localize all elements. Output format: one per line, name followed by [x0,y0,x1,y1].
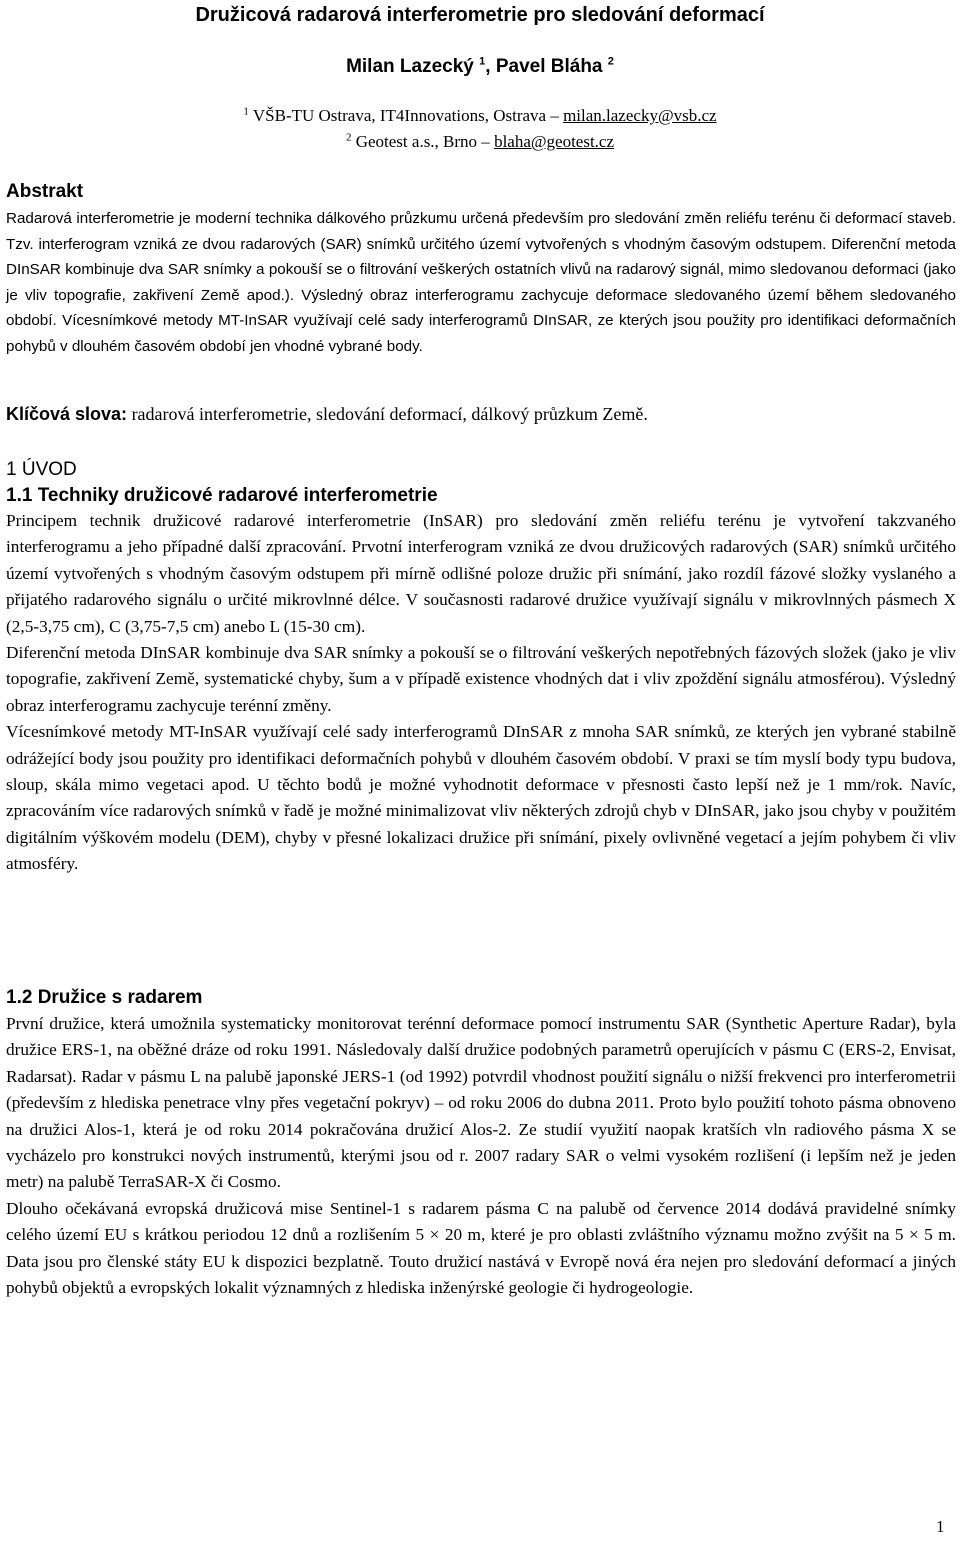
section-1-2-text: První družice, která umožnila systematicky monitorovat terénní deformace pomocí instrumentu SAR (Synthetic Aperture Radar), byla družice ERS-1, na oběžné dráze od roku 1991. Následovaly další družice podobných parametrů operujících v pásmu C (ERS-2, Envisat, Radarsat). Radar v pásmu L na palubě japonské JERS-1 (od 1992) potvrdil vhodnost použití signálu o nižší frekvenci pro interferometrii (především z hlediska penetrace vlny přes vegetační pokryv) – od roku 2006 do dubna 2011. Proto bylo použití tohoto pásma obnoveno na družici Alos-1, která je od roku 2014 pokračována družicí Alos-2. Ze studií využití naopak kratších vln radiového pásma X se vycházelo pro konstrukci nových instrumentů, kterými jsou od r. 2007 radary SAR o velmi vysokém rozlišení (i lepším než je jeden metr) na palubě TerraSAR-X či Cosmo. Dlouho očekávaná evropská družicová mise Sentinel-1 s radarem pásma C na palubě od července 2014 dodává pravidelné snímky celého území EU s krátkou periodou 12 dnů a rozlišením 5 × 20 m, které je pro oblasti zvláštního významu možno zvýšit na 5 × 5 m. Data jsou pro členské státy EU k dispozici bezplatně. Touto družicí nastává v Evropě nová éra nejen pro sledování deformací a jiných pohybů objektů a evropských lokalit významných z hlediska inženýrské geologie či hydrogeologie. [6,1014,956,1298]
affiliation-line [0,132,960,152]
email-link[interactable]: milan.lazecky@vsb.cz [563,106,717,125]
affiliation-text: VŠB-TU Ostrava, IT4Innovations, Ostrava – [252,106,559,125]
affiliation-line [0,106,960,126]
affiliation-mark: 2 [345,131,352,144]
section-heading-1-2: 1.2 Družice s radarem [6,987,203,1008]
email-link[interactable]: blaha@geotest.cz [494,132,615,151]
section-1-1-text: Principem technik družicové radarové interferometrie (InSAR) pro sledování změn reliéfu terénu je vytvoření takzvaného interferogramu a jeho případné další zpracování. Prvotní interferogram vzniká ze dvou družicových radarových (SAR) snímků určitého území vytvořených s vhodným časovým odstupem při mírně odlišné poloze družic při snímání, jako rozdíl fázové složky vyslaného a přijatého radarového signálu o určité mikrovlnné délce. V současnosti radarové družice využívají signálu v mikrovlnných pásmech X (2,5-3,75 cm), C (3,75-7,5 cm) anebo L (15-30 cm). Diferenční metoda DInSAR kombinuje dva SAR snímky a pokouší se o filtrování veškerých nepotřebných fázových složek (jako je vliv topografie, zakřivení Země, systematické chyby, šum a v případě existence vhodných dat i vliv zpoždění signálu atmosférou). Výsledný obraz interferogramu zachycuje terénní změny. Vícesnímkové metody MT-InSAR využívají celé sady interferogramů DInSAR z mnoha SAR snímků, ze kterých jen vybrané stabilně odrážející body jsou použity pro identifikaci deformačních pohybů v dlouhém časovém období. V praxi se tím myslí body typu budova, sloup, skála mimo vegetaci apod. U těchto bodů je možné vyhodnotit deformace v přesnosti často lepší než je 1 mm/rok. Navíc, zpracováním více radarových snímků v řadě je možné minimalizovat vliv některých zdrojů chyb v DInSAR, jako jsou chyby v použitém digitálním výškovém modelu (DEM), chyby v přesné lokalizaci družice při snímání, pixely ovlivněné vegetací a jejím pohybem či vliv atmosféry. [6,511,956,874]
paper-title: Družicová radarová interferometrie pro sledování deformací [195,4,765,26]
keywords-line [6,402,956,426]
author-line [0,54,960,80]
affiliation-mark: 1 [479,55,486,68]
section-heading-1-1: 1.1 Techniky družicové radarové interferometrie [6,485,438,506]
author-name: Milan Lazecký [346,56,474,77]
affiliation-mark: 2 [607,55,614,68]
page-number: 1 [936,1517,945,1536]
affiliation-mark: 1 [243,105,249,118]
section-heading-uvod: 1 ÚVOD [6,459,77,480]
abstract-text: Radarová interferometrie je moderní technika dálkového průzkumu určená především pro sledování změn reliéfu terénu či deformací staveb. Tzv. interferogram vzniká ze dvou radarových (SAR) snímků určitého území vytvořených s vhodným časovým odstupem. Diferenční metoda DInSAR kombinuje dva SAR snímky a pokouší se o filtrování veškerých ostatních vlivů na radarový signál, mimo sledovanou deformaci (jako je vliv topografie, zakřivení Země apod.). Výsledný obraz interferogramu zachycuje deformace sledovaného území během sledovaného období. Vícesnímkové metody MT-InSAR využívají celé sady interferogramů DInSAR, ze kterých jsou použity pro identifikaci deformačních pohybů v dlouhém časovém období jen vhodné vybrané body. [6,210,956,355]
author-name: Pavel Bláha [495,56,603,77]
affiliation-text: Geotest a.s., Brno – [355,132,490,151]
author-separator: , [485,56,491,77]
keywords-text: radarová interferometrie, sledování deformací, dálkový průzkum Země. [127,404,648,424]
keywords-label: Klíčová slova: [6,404,128,424]
abstract-heading: Abstrakt [6,181,84,202]
